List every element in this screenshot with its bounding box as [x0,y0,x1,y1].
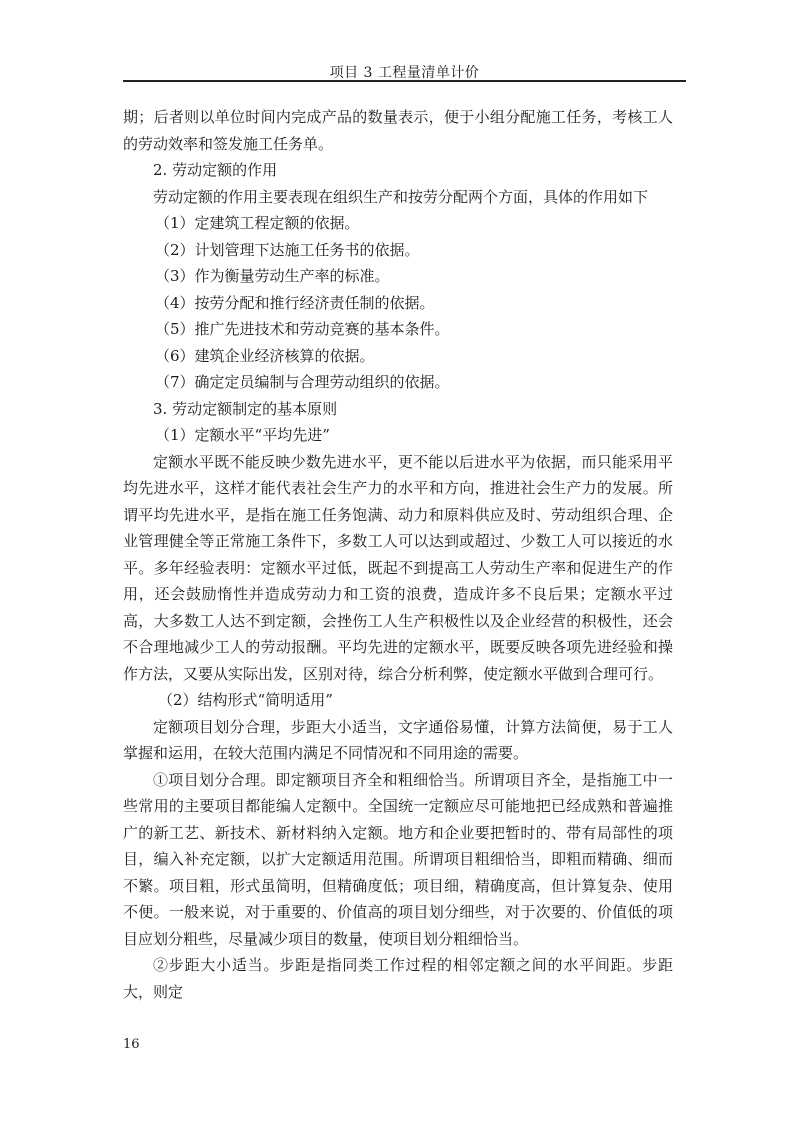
paragraph: （1）定额水平“平均先进” [155,426,330,444]
paragraph: （7）确定定员编制与合理劳动组织的依据。 [155,373,450,391]
paragraph: （5）推广先进技术和劳动竞赛的基本条件。 [155,320,450,338]
paragraph: （1）定建筑工程定额的依据。 [155,214,360,232]
paragraph: 劳动定额的作用主要表现在组织生产和按劳分配两个方面，具体的作用如下 [153,187,649,206]
running-header: 项目 3 工程量清单计价 [329,65,480,81]
header-rule [123,80,686,82]
paragraph: （6）建筑企业经济核算的依据。 [155,346,375,365]
paragraph: （2）结构形式“简明适用” [158,691,333,709]
paragraph: （2）计划管理下达施工任务书的依据。 [155,240,420,259]
body-text [123,104,673,1005]
paragraph: 定额水平既不能反映少数先进水平，更不能以后进水平为依据，而只能采用平均先进水平，这样才能代表社会生产力的水平和方向，推进社会生产力的发展。所谓平均先进水平，是指在施工任务饱满、动力和原料供应及时、劳动组织合理、企业管理健全等正常施工条件下，多数工人可以达到或超过、少数工人可以接近的水平。多年经验表明：定额水平过低，既起不到提高工人劳动生产率和促进生产的作用，还会鼓励惰性并造成劳动力和工资的浪费，造成许多不良后果；定额水平过高，大多数工人达不到定额，会挫伤工人生产积极性以及企业经营的积极性，还会不合理地减少工人的劳动报酬。平均先进的定额水平，既要反映各项先进经验和操作方法，又要从实际出发，区别对待，综合分析利弊，使定额水平做到合理可行。 [123,452,673,683]
page-number: 16 [123,1037,140,1052]
paragraph: 2. 劳动定额的作用 [153,161,278,179]
paragraph: （3）作为衡量劳动生产率的标准。 [155,267,390,285]
paragraph: 期；后者则以单位时间内完成产品的数量表示，便于小组分配施工任务，考核工人的劳动效率和签发施工任务单。 [123,108,673,153]
paragraph: ②步距大小适当。步距是指同类工作过程的相邻定额之间的水平间距。步距大，则定 [123,956,673,1001]
paragraph: （4）按劳分配和推行经济责任制的依据。 [155,293,435,312]
paragraph: 定额项目划分合理，步距大小适当，文字通俗易懂，计算方法简便，易于工人掌握和运用，在较大范围内满足不同情况和不同用途的需要。 [123,717,673,762]
paragraph: 3. 劳动定额制定的基本原则 [153,399,338,418]
paragraph: ①项目划分合理。即定额项目齐全和粗细恰当。所谓项目齐全，是指施工中一些常用的主要项目都能编人定额中。全国统一定额应尽可能地把已经成熟和普遍推广的新工艺、新技术、新材料纳入定额。地方和企业要把暂时的、带有局部性的项目，编入补充定额，以扩大定额适用范围。所谓项目粗细恰当，即粗而精确、细而不繁。项目粗，形式虽简明，但精确度低；项目细，精确度高，但计算复杂、使用不便。一般来说，对于重要的、价值高的项目划分细些，对于次要的、价值低的项目应划分粗些，尽量减少项目的数量，使项目划分粗细恰当。 [123,770,673,948]
